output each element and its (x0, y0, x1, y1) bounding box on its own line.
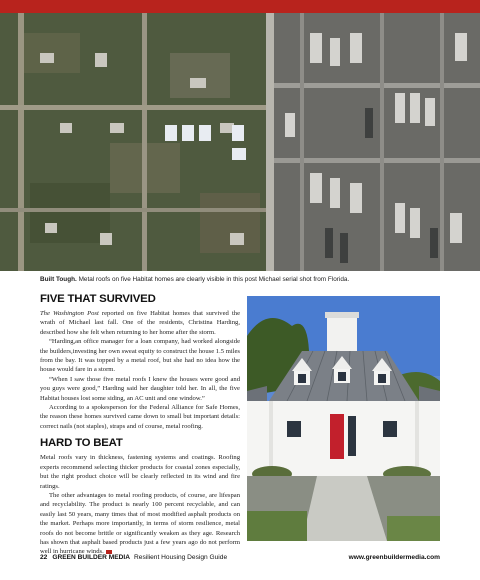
section1-paragraph-3: “When I saw those five metal roofs I knew the houses were good and you guys were good,” Harding said her daughter told her. In all, the five Habitat houses lost some siding, an AC unit and one window.” (40, 375, 240, 402)
house-photo (247, 296, 440, 541)
footer-brand: GREEN BUILDER MEDIA (52, 554, 131, 561)
page-footer (40, 554, 440, 566)
section1-paragraph-1 (40, 309, 240, 337)
section1-paragraph-1-text: reported on five Habitat homes that survived the wrath of Michael last fall. One of the residents, Christina Harding, described how she felt when returning to her home after the storm. (40, 310, 240, 336)
top-accent-bar (0, 0, 480, 13)
photo-caption (40, 276, 440, 284)
publication-name: The Washington Post (40, 310, 99, 317)
section2-paragraph-2 (40, 491, 240, 557)
section2-paragraph-1: Metal roofs vary in thickness, fastening systems and coatings. Roofing experts recommend selecting thicker products for coastal zones especially, but the right product choice will be clearly reflected in its wind and fire ratings. (40, 454, 240, 490)
section1-paragraph-2: “Harding,an office manager for a loan company, had worked alongside the builders,investing her own sweat equity to construct the house 1.5 miles from the bay. It was topped by a metal roof, but she had no idea how the house would fare in a storm. (40, 338, 240, 374)
section1-paragraph-4: According to a spokesperson for the Federal Alliance for Safe Homes, the reason these homes survived came down to small but important details: correct nails (not staples), straps and of course, metal roofing. (40, 404, 240, 430)
section2-paragraph-2-text: The other advantages to metal roofing products, of course, are lifespan and recyclability. The product is nearly 100 percent recyclable, and can easily last 50 years, many times that of most modified asphalt products on the market. Perhaps more importantly, in terms of storm resilience, metal roofs do not become brittle or significantly weaken as they age. Research has shown that asphalt based products just a few years ago do not perform well in hurricane winds. (40, 491, 240, 556)
aerial-photo (0, 13, 480, 271)
section-heading-hard-to-beat: HARD TO BEAT (40, 437, 123, 450)
article-column (40, 293, 240, 557)
section1-body (40, 309, 240, 431)
footer-url[interactable]: www.greenbuildermedia.com (348, 554, 440, 561)
caption-lead: Built Tough. (40, 276, 77, 283)
section2-body (40, 453, 240, 556)
section-heading-five-that-survived: FIVE THAT SURVIVED (40, 293, 156, 305)
caption-text: Metal roofs on five Habitat homes are clearly visible in this post Michael serial shot from Florida. (76, 276, 350, 283)
page-number: 22 (40, 554, 48, 561)
footer-guide-title: Resilient Housing Design Guide (134, 554, 228, 561)
